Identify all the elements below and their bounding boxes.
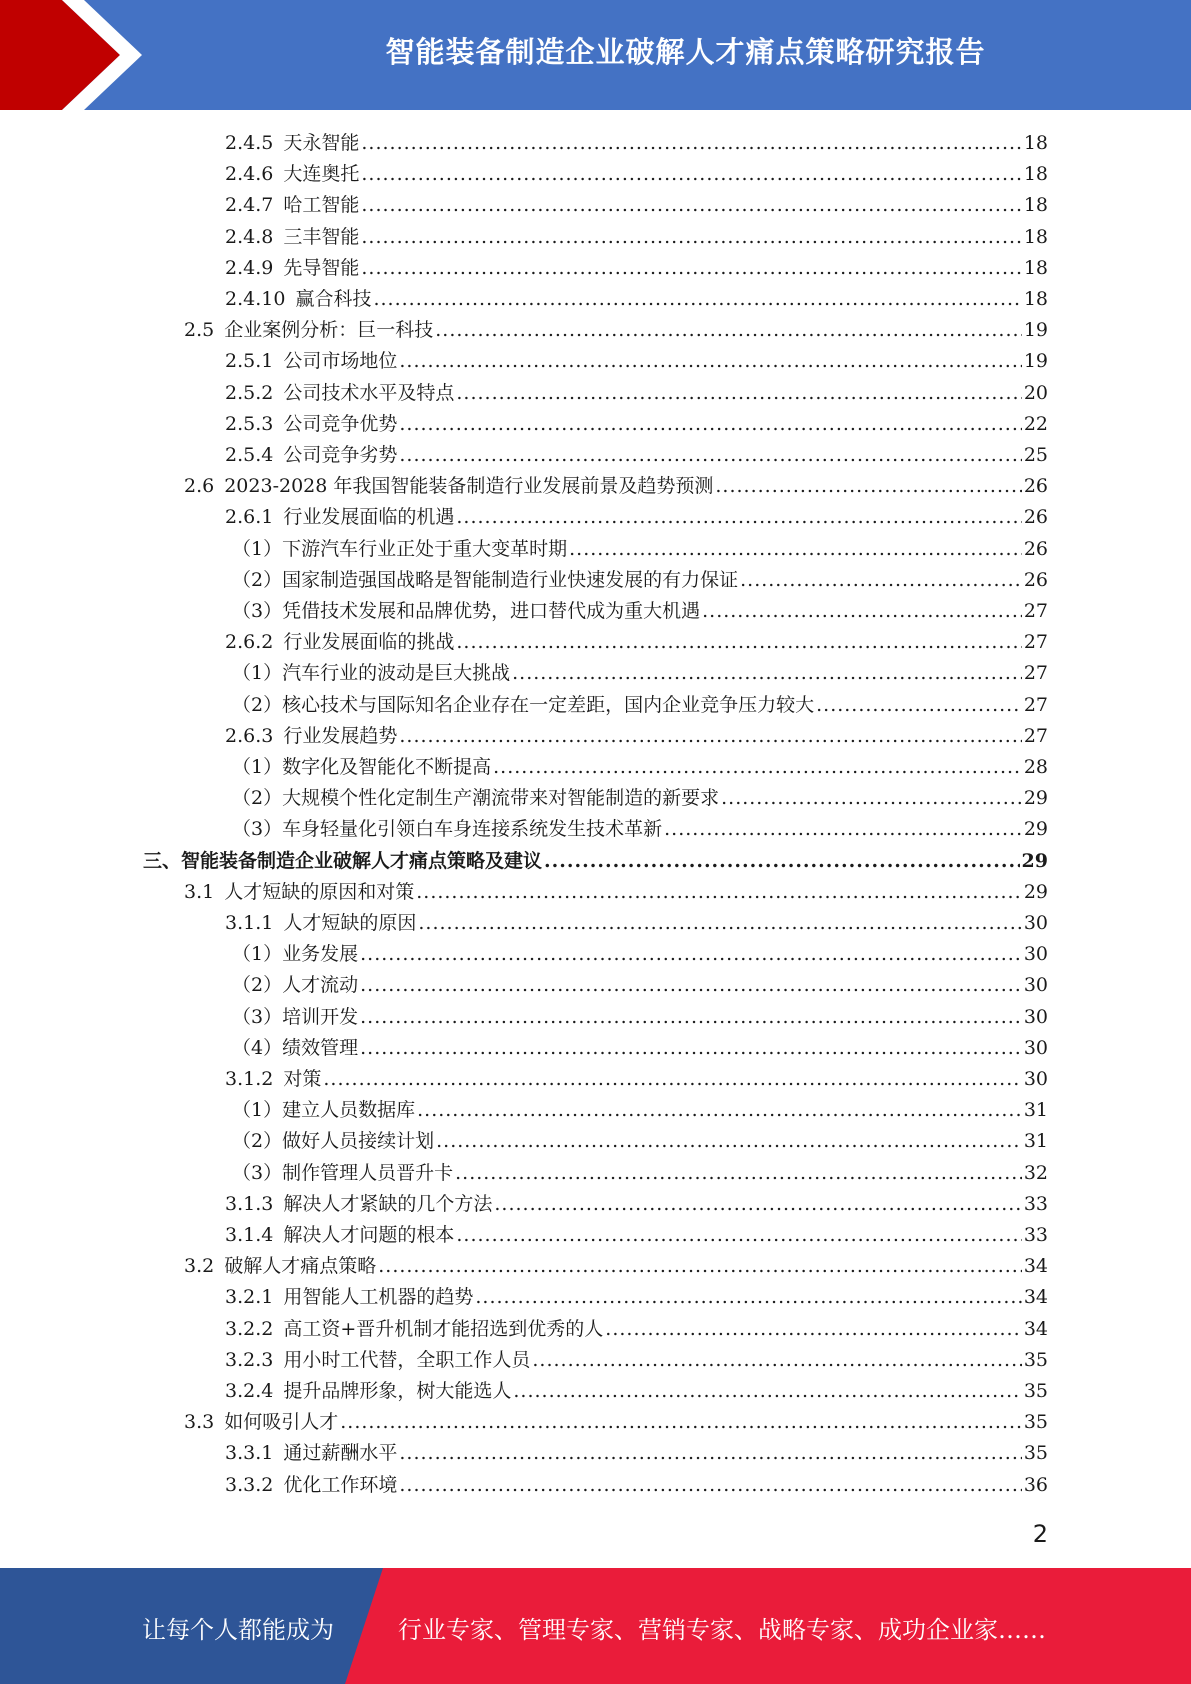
toc-entry-number: 2.4.7: [225, 194, 274, 217]
toc-entry-title: 破解人才痛点策略: [224, 1255, 377, 1278]
toc-entry[interactable]: [232, 565, 1048, 596]
toc-dot-leader: [361, 222, 1021, 253]
toc-entry-title: 凭借技术发展和品牌优势，进口替代成为重大机遇: [282, 600, 701, 622]
toc-entry-title: 人才短缺的原因: [283, 912, 417, 934]
toc-entry-page: 35: [1023, 1348, 1048, 1371]
toc-entry[interactable]: [225, 721, 1048, 752]
toc-entry[interactable]: [184, 1251, 1048, 1282]
toc-entry-title: 用小时工代替，全职工作人员: [283, 1348, 531, 1371]
toc-entry-title: 行业发展面临的机遇: [283, 506, 455, 529]
toc-entry-page: 28: [1023, 756, 1048, 778]
toc-dot-leader: [360, 1033, 1022, 1064]
toc-entry[interactable]: [225, 502, 1048, 533]
toc-entry[interactable]: [232, 783, 1048, 814]
toc-entry-page: 20: [1023, 381, 1048, 404]
toc-entry-page: 27: [1023, 631, 1048, 654]
toc-entry-title: 培训开发: [282, 1005, 359, 1028]
toc-entry-number: 2.4.8: [225, 225, 274, 248]
toc-dot-leader: [361, 190, 1021, 221]
toc-entry-title: 天永智能: [283, 132, 360, 154]
toc-entry[interactable]: [225, 440, 1048, 471]
toc-entry-number: （2）: [232, 787, 283, 810]
toc-entry[interactable]: [184, 315, 1048, 346]
toc-entry-number: 3.2.4: [225, 1380, 274, 1402]
toc-entry-number: 2.5.2: [225, 381, 274, 404]
toc-dot-leader: [399, 440, 1021, 471]
toc-entry-title: 业务发展: [282, 943, 359, 966]
toc-entry-title: 车身轻量化引领白车身连接系统发生技术革新: [282, 818, 663, 841]
toc-dot-leader: [361, 128, 1021, 159]
toc-dot-leader: [544, 846, 1020, 877]
toc-entry-page: 18: [1023, 132, 1048, 154]
toc-entry-page: 34: [1023, 1286, 1048, 1309]
toc-entry-page: 35: [1023, 1411, 1048, 1434]
toc-entry-title: 2023-2028 年我国智能装备制造行业发展前景及趋势预测: [224, 475, 714, 498]
toc-entry[interactable]: [225, 1220, 1048, 1251]
toc-entry[interactable]: [232, 658, 1048, 689]
toc-entry[interactable]: [184, 877, 1048, 908]
toc-entry-page: 27: [1023, 600, 1048, 622]
toc-entry-number: 2.6.2: [225, 631, 274, 654]
toc-entry-title: 通过薪酬水平: [283, 1442, 398, 1465]
toc-dot-leader: [360, 970, 1022, 1001]
toc-entry[interactable]: [225, 1282, 1048, 1313]
toc-entry[interactable]: [225, 1064, 1048, 1095]
toc-entry-title: 人才流动: [282, 974, 359, 997]
toc-entry-page: 26: [1023, 475, 1048, 498]
toc-entry-title: 行业发展面临的挑战: [283, 631, 455, 654]
toc-entry-number: 三、: [143, 849, 182, 872]
toc-dot-leader: [399, 721, 1021, 752]
toc-entry-number: （2）: [232, 1130, 283, 1153]
toc-entry-number: （3）: [232, 818, 283, 841]
toc-entry-page: 30: [1023, 1005, 1048, 1028]
toc-entry[interactable]: [184, 471, 1048, 502]
toc-entry-title: 优化工作环境: [283, 1473, 398, 1496]
toc-dot-leader: [361, 159, 1021, 190]
toc-entry-number: 3.3: [184, 1411, 215, 1434]
toc-entry-number: 3.2.1: [225, 1286, 274, 1309]
toc-dot-leader: [416, 877, 1022, 908]
toc-dot-leader: [360, 1002, 1022, 1033]
toc-entry-number: （3）: [232, 1161, 283, 1184]
toc-entry-title: 对策: [283, 1068, 322, 1090]
toc-entry-page: 32: [1023, 1161, 1048, 1184]
page-footer: [0, 1568, 1191, 1684]
toc-dot-leader: [456, 1220, 1021, 1251]
toc-entry-title: 大规模个性化定制生产潮流带来对智能制造的新要求: [282, 787, 720, 810]
toc-entry-title: 建立人员数据库: [282, 1099, 416, 1122]
toc-entry-page: 33: [1023, 1224, 1048, 1246]
toc-entry-number: 3.3.1: [225, 1442, 274, 1465]
toc-entry-page: 31: [1023, 1099, 1048, 1122]
toc-entry[interactable]: [184, 1407, 1048, 1438]
toc-entry[interactable]: [232, 814, 1048, 845]
toc-entry-number: 2.6: [184, 475, 215, 498]
toc-entry-title: 行业发展趋势: [283, 724, 398, 747]
toc-entry-number: （1）: [232, 662, 283, 685]
toc-entry-title: 智能装备制造企业破解人才痛点策略及建议: [181, 849, 543, 872]
toc-entry-title: 数字化及智能化不断提高: [282, 756, 492, 778]
toc-entry-number: 2.5: [184, 319, 215, 342]
toc-entry-title: 三丰智能: [283, 225, 360, 248]
toc-entry-page: 19: [1023, 350, 1048, 373]
toc-dot-leader: [816, 690, 1022, 721]
toc-entry[interactable]: [232, 1095, 1048, 1126]
toc-dot-leader: [721, 783, 1022, 814]
toc-entry-number: 2.6.1: [225, 506, 274, 529]
toc-entry-page: 26: [1023, 506, 1048, 529]
toc-entry-number: 2.5.1: [225, 350, 274, 373]
toc-entry[interactable]: [232, 534, 1048, 565]
toc-entry[interactable]: [225, 284, 1048, 315]
toc-entry[interactable]: [143, 846, 1048, 877]
toc-dot-leader: [702, 596, 1022, 627]
toc-entry-title: 公司技术水平及特点: [283, 381, 455, 404]
toc-entry[interactable]: [225, 253, 1048, 284]
toc-dot-leader: [436, 1126, 1022, 1157]
toc-entry-page: 29: [1023, 818, 1048, 841]
toc-entry-page: 18: [1023, 194, 1048, 217]
toc-entry-number: 2.6.3: [225, 724, 274, 747]
toc-dot-leader: [418, 908, 1021, 939]
toc-entry[interactable]: [232, 939, 1048, 970]
toc-entry-page: 34: [1023, 1317, 1048, 1340]
toc-entry[interactable]: [225, 1345, 1048, 1376]
toc-dot-leader: [493, 752, 1022, 783]
toc-entry-number: （2）: [232, 693, 283, 716]
toc-entry-number: （1）: [232, 943, 283, 966]
toc-entry[interactable]: [225, 409, 1048, 440]
toc-dot-leader: [494, 1189, 1021, 1220]
toc-entry-title: 人才短缺的原因和对策: [224, 880, 415, 903]
toc-entry-number: （1）: [232, 537, 283, 560]
toc-dot-leader: [456, 502, 1021, 533]
toc-dot-leader: [715, 471, 1021, 502]
toc-entry-number: 3.3.2: [225, 1473, 274, 1496]
toc-entry-page: 31: [1023, 1130, 1048, 1153]
toc-entry[interactable]: [225, 222, 1048, 253]
toc-entry-page: 27: [1023, 693, 1048, 716]
footer-slogan-left: 让每个人都能成为: [142, 1616, 334, 1644]
toc-dot-leader: [399, 409, 1021, 440]
toc-entry-title: 如何吸引人才: [224, 1411, 339, 1434]
toc-entry-number: 3.2.3: [225, 1348, 274, 1371]
toc-entry-title: 高工资+晋升机制才能招选到优秀的人: [283, 1317, 604, 1340]
toc-entry[interactable]: [225, 378, 1048, 409]
footer-slogan-right: 行业专家、管理专家、营销专家、战略专家、成功企业家……: [398, 1616, 1046, 1644]
page-number: 2: [1032, 1520, 1048, 1548]
toc-entry-title: 公司竞争劣势: [283, 444, 398, 466]
toc-entry-title: 国家制造强国战略是智能制造行业快速发展的有力保证: [282, 568, 739, 591]
toc-entry[interactable]: [225, 1314, 1048, 1345]
toc-entry-page: 35: [1023, 1442, 1048, 1465]
toc-entry-number: 3.2.2: [225, 1317, 274, 1340]
toc-entry-page: 35: [1023, 1380, 1048, 1402]
toc-dot-leader: [569, 534, 1022, 565]
toc-entry[interactable]: [225, 1438, 1048, 1469]
toc-entry-page: 29: [1021, 849, 1048, 872]
toc-entry-page: 19: [1023, 319, 1048, 342]
toc-entry-title: 下游汽车行业正处于重大变革时期: [282, 537, 568, 560]
toc-entry-page: 18: [1023, 256, 1048, 279]
toc-entry-number: 2.4.6: [225, 163, 274, 186]
toc-dot-leader: [435, 315, 1022, 346]
toc-entry[interactable]: [232, 1002, 1048, 1033]
toc-entry-number: 2.4.9: [225, 256, 274, 279]
toc-entry-title: 企业案例分析：巨一科技: [224, 319, 434, 342]
toc-entry[interactable]: [232, 596, 1048, 627]
toc-entry-page: 30: [1023, 1036, 1048, 1059]
toc-entry-number: （3）: [232, 600, 283, 622]
toc-dot-leader: [399, 1470, 1021, 1501]
toc-dot-leader: [740, 565, 1022, 596]
toc-entry-page: 30: [1023, 974, 1048, 997]
toc-entry-title: 公司市场地位: [283, 350, 398, 373]
toc-entry-number: 3.1.2: [225, 1068, 274, 1090]
toc-entry-number: 3.1: [184, 880, 215, 903]
toc-entry[interactable]: [232, 1126, 1048, 1157]
toc-entry-number: 3.1.1: [225, 912, 274, 934]
toc-entry-number: 2.5.3: [225, 412, 274, 435]
toc-entry-page: 18: [1023, 163, 1048, 186]
toc-dot-leader: [532, 1345, 1021, 1376]
toc-entry-title: 汽车行业的波动是巨大挑战: [282, 662, 511, 685]
toc-entry-page: 30: [1023, 1068, 1048, 1090]
toc-dot-leader: [399, 1438, 1021, 1469]
toc-entry-page: 30: [1023, 943, 1048, 966]
toc-entry-number: （1）: [232, 756, 283, 778]
toc-entry-number: （1）: [232, 1099, 283, 1122]
toc-entry-number: 2.5.4: [225, 444, 274, 466]
toc-entry[interactable]: [225, 1470, 1048, 1501]
toc-entry-title: 绩效管理: [282, 1036, 359, 1059]
toc-dot-leader: [664, 814, 1022, 845]
toc-entry-title: 制作管理人员晋升卡: [282, 1161, 454, 1184]
toc-dot-leader: [513, 1376, 1021, 1407]
report-title: 智能装备制造企业破解人才痛点策略研究报告: [385, 35, 986, 69]
toc-entry[interactable]: [225, 159, 1048, 190]
toc-entry-page: 25: [1023, 444, 1048, 466]
toc-entry[interactable]: [225, 1189, 1048, 1220]
toc-entry-page: 33: [1023, 1192, 1048, 1215]
toc-entry-title: 大连奥托: [283, 163, 360, 186]
toc-entry-title: 哈工智能: [283, 194, 360, 217]
toc-dot-leader: [360, 939, 1022, 970]
toc-dot-leader: [512, 658, 1022, 689]
toc-entry-page: 34: [1023, 1255, 1048, 1278]
toc-entry-page: 18: [1023, 288, 1048, 310]
toc-entry-title: 解决人才紧缺的几个方法: [283, 1192, 493, 1215]
toc-entry-page: 29: [1023, 880, 1048, 903]
toc-entry-number: 3.1.4: [225, 1224, 274, 1246]
toc-entry[interactable]: [225, 908, 1048, 939]
toc-entry[interactable]: [225, 1376, 1048, 1407]
toc-entry-number: 2.4.5: [225, 132, 274, 154]
toc-entry[interactable]: [225, 128, 1048, 159]
toc-dot-leader: [340, 1407, 1022, 1438]
toc-entry-number: （3）: [232, 1005, 283, 1028]
toc-entry-number: （4）: [232, 1036, 283, 1059]
toc-entry-number: 3.1.3: [225, 1192, 274, 1215]
toc-dot-leader: [323, 1064, 1021, 1095]
toc-entry[interactable]: [225, 346, 1048, 377]
toc-entry-number: （2）: [232, 974, 283, 997]
toc-entry[interactable]: [232, 690, 1048, 721]
toc-entry-title: 核心技术与国际知名企业存在一定差距，国内企业竞争压力较大: [282, 693, 815, 716]
toc-entry-number: （2）: [232, 568, 283, 591]
toc-entry-page: 18: [1023, 225, 1048, 248]
toc-dot-leader: [417, 1095, 1022, 1126]
toc-entry[interactable]: [232, 1158, 1048, 1189]
toc-entry-title: 公司竞争优势: [283, 412, 398, 435]
toc-dot-leader: [373, 284, 1021, 315]
toc-entry-title: 先导智能: [283, 256, 360, 279]
toc-entry[interactable]: [225, 190, 1048, 221]
toc-entry-page: 36: [1023, 1473, 1048, 1496]
toc-dot-leader: [456, 378, 1021, 409]
toc-entry-page: 30: [1023, 912, 1048, 934]
toc-entry-page: 29: [1023, 787, 1048, 810]
toc-entry-title: 提升品牌形象，树大能选人: [283, 1380, 512, 1402]
toc-entry-number: 3.2: [184, 1255, 215, 1278]
toc-entry-page: 27: [1023, 662, 1048, 685]
toc-entry-page: 26: [1023, 568, 1048, 591]
toc-entry[interactable]: [232, 1033, 1048, 1064]
toc-entry[interactable]: [232, 752, 1048, 783]
toc-entry-page: 27: [1023, 724, 1048, 747]
toc-entry-number: 2.4.10: [225, 288, 286, 310]
toc-dot-leader: [399, 346, 1021, 377]
toc-entry-page: 26: [1023, 537, 1048, 560]
toc-entry-title: 解决人才问题的根本: [283, 1224, 455, 1246]
toc-dot-leader: [605, 1314, 1022, 1345]
toc-entry-title: 赢合科技: [295, 288, 372, 310]
toc-dot-leader: [455, 1158, 1022, 1189]
toc-dot-leader: [361, 253, 1021, 284]
toc-entry-page: 22: [1023, 412, 1048, 435]
toc-entry-title: 用智能人工机器的趋势: [283, 1286, 474, 1309]
page-header: [0, 0, 1191, 110]
toc-entry[interactable]: [225, 627, 1048, 658]
toc-dot-leader: [378, 1251, 1022, 1282]
toc-dot-leader: [475, 1282, 1021, 1313]
toc-entry-title: 做好人员接续计划: [282, 1130, 435, 1153]
toc-entry[interactable]: [232, 970, 1048, 1001]
toc-dot-leader: [456, 627, 1021, 658]
